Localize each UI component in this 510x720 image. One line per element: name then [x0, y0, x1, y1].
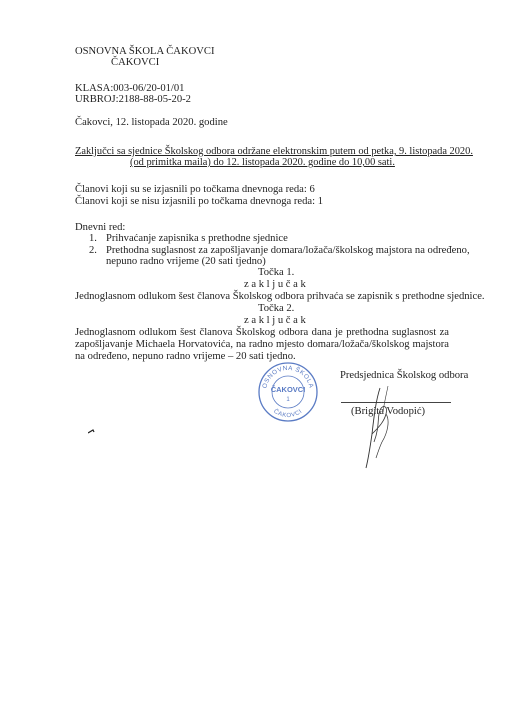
agenda-item-2-text-line2: nepuno radno vrijeme (20 sati tjedno)	[106, 256, 266, 267]
agenda-heading: Dnevni red:	[75, 222, 126, 233]
point-1-conclusion-label: z a k l j u č a k	[244, 279, 306, 290]
point-2-text: Jednoglasnom odlukom šest članova Školskog odbora dana je prethodna suglasnost za zapošljavanje Michaela Horvatovića, na radno mjesto domara/ložača/školskog majstora na određeno, nepuno radno vrijeme – 20 sati tjedno.	[75, 327, 449, 363]
document-title-line1: Zaključci sa sjednice Školskog odbora održane elektronskim putem od petka, 9. listopada 2020.	[75, 146, 473, 157]
agenda-item-2-text-line1: Prethodna suglasnost za zapošljavanje domara/ložača/školskog majstora na određeno,	[106, 245, 470, 256]
agenda-item-2-number: 2.	[89, 245, 97, 256]
stamp-top-text: OSNOVNA ŠKOLA	[261, 364, 315, 390]
urbroj-line: URBROJ:2188-88-05-20-2	[75, 94, 191, 105]
school-city: ČAKOVCI	[111, 57, 160, 68]
agenda-item-1-text: Prihvaćanje zapisnika s prethodne sjednice	[106, 233, 288, 244]
point-2-heading: Točka 2.	[258, 303, 295, 314]
point-1-heading: Točka 1.	[258, 267, 295, 278]
stamp-number: 1	[286, 397, 290, 403]
stamp-center-text: ČAKOVCI	[270, 385, 306, 394]
attendance-present: Članovi koji su se izjasnili po točkama dnevnoga reda: 6	[75, 184, 315, 195]
point-2-conclusion-label: z a k l j u č a k	[244, 315, 306, 326]
document-title-line2: (od primitka maila) do 12. listopada 2020. godine do 10,00 sati.	[130, 157, 395, 168]
agenda-item-1-number: 1.	[89, 233, 97, 244]
school-stamp	[257, 361, 319, 423]
signature-name: (Brigita Vodopić)	[351, 406, 426, 417]
school-name: OSNOVNA ŠKOLA ČAKOVCI	[75, 46, 215, 57]
signature-role: Predsjednica Školskog odbora	[340, 370, 469, 381]
stamp-bottom-text: ČAKOVCI	[272, 408, 304, 420]
date-line: Čakovci, 12. listopada 2020. godine	[75, 117, 228, 128]
point-1-text: Jednoglasnom odlukom šest članova Školskog odbora prihvaća se zapisnik s prethodne sjednice.	[75, 291, 485, 302]
klasa-line: KLASA:003-06/20-01/01	[75, 83, 185, 94]
attendance-absent: Članovi koji se nisu izjasnili po točkama dnevnoga reda: 1	[75, 196, 324, 207]
stray-mark-icon	[88, 427, 96, 437]
handwritten-signature	[350, 382, 430, 472]
svg-text:ČAKOVCI	[272, 408, 303, 419]
